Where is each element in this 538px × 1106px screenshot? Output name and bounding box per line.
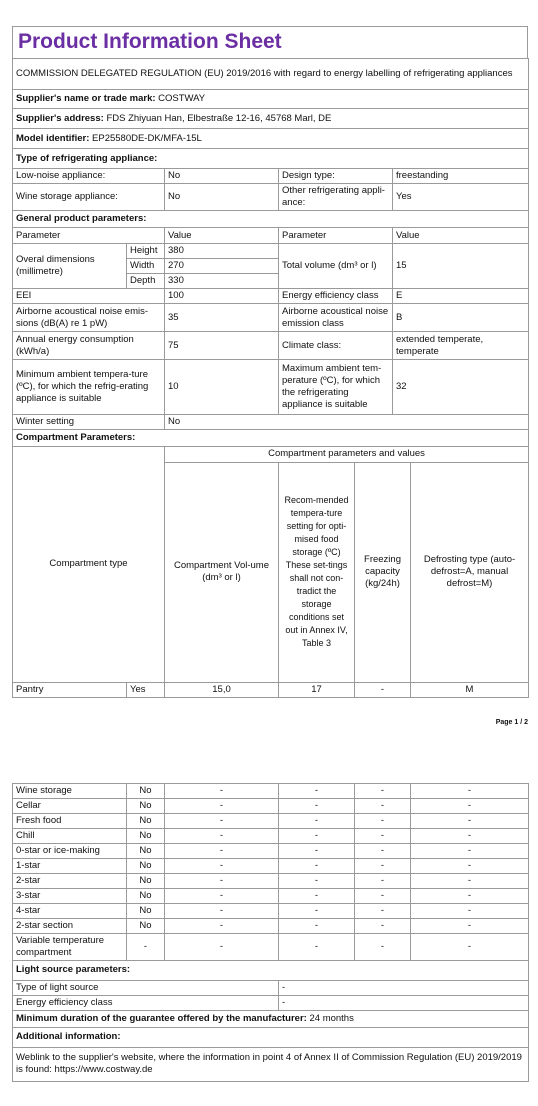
supplier-name-row bbox=[13, 90, 529, 109]
supplier-address-label: Supplier's address: bbox=[16, 112, 104, 124]
compartment-freezing: - bbox=[355, 904, 411, 919]
min-temp-label: Minimum ambient tempera-ture (ºC), for which the refrig-erating appliance is suitable bbox=[13, 360, 165, 415]
compartment-temp: - bbox=[279, 844, 355, 859]
other-appliance-label: Other refrigerating appli-ance: bbox=[279, 184, 393, 211]
design-type-value: freestanding bbox=[393, 169, 529, 184]
page-title: Product Information Sheet bbox=[12, 26, 528, 58]
table-row bbox=[13, 814, 529, 829]
page-one bbox=[12, 58, 528, 698]
table-row bbox=[13, 784, 529, 799]
eei-label: EEI bbox=[13, 289, 165, 304]
compartment-name: 0-star or ice-making bbox=[13, 844, 127, 859]
compartment-volume: - bbox=[165, 889, 279, 904]
compartment-table bbox=[12, 447, 529, 698]
compartment-volume: - bbox=[165, 844, 279, 859]
compartment-temp: - bbox=[279, 874, 355, 889]
page-number: Page 1 / 2 bbox=[495, 719, 528, 726]
compartment-temp: 17 bbox=[279, 682, 355, 697]
compartment-volume: 15,0 bbox=[165, 682, 279, 697]
compartment-freezing: - bbox=[355, 784, 411, 799]
light-class-label: Energy efficiency class bbox=[13, 995, 279, 1010]
parameter-header: Parameter bbox=[13, 228, 165, 244]
annual-energy-value: 75 bbox=[165, 332, 279, 360]
design-type-label: Design type: bbox=[279, 169, 393, 184]
energy-class-label: Energy efficiency class bbox=[279, 289, 393, 304]
noise-label: Airborne acoustical noise emis-sions (dB(A) re 1 pW) bbox=[13, 304, 165, 332]
compartment-name: Pantry bbox=[13, 682, 127, 697]
compartment-freezing: - bbox=[355, 874, 411, 889]
compartment-defrost: - bbox=[411, 799, 529, 814]
model-row bbox=[13, 129, 529, 149]
compartment-temp: - bbox=[279, 814, 355, 829]
compartment-name: 2-star section bbox=[13, 919, 127, 934]
compartment-volume: - bbox=[165, 934, 279, 961]
light-source-table bbox=[12, 961, 529, 1082]
compartment-temp: - bbox=[279, 799, 355, 814]
width-label: Width bbox=[127, 259, 165, 274]
compartment-present: No bbox=[127, 889, 165, 904]
table-row bbox=[13, 919, 529, 934]
compartment-present: - bbox=[127, 934, 165, 961]
max-temp-value: 32 bbox=[393, 360, 529, 415]
table-row bbox=[13, 682, 529, 697]
page-two bbox=[12, 783, 528, 1082]
additional-text: Weblink to the supplier's website, where the information in point 4 of Annex II of Commission Regulation (EU) 2019/2019 is found: https://www.costway.de bbox=[13, 1047, 529, 1081]
info-table bbox=[12, 58, 529, 447]
compartment-name: Wine storage bbox=[13, 784, 127, 799]
compartment-defrost: - bbox=[411, 934, 529, 961]
compartment-name: Fresh food bbox=[13, 814, 127, 829]
table-row bbox=[13, 859, 529, 874]
compartment-name: 3-star bbox=[13, 889, 127, 904]
compartment-present: No bbox=[127, 784, 165, 799]
compartment-freezing: - bbox=[355, 844, 411, 859]
compartment-temp: - bbox=[279, 784, 355, 799]
model-label: Model identifier: bbox=[16, 132, 90, 144]
compartment-temp: - bbox=[279, 919, 355, 934]
table-row bbox=[13, 904, 529, 919]
compartment-present: No bbox=[127, 919, 165, 934]
noise-value: 35 bbox=[165, 304, 279, 332]
compartment-name: Chill bbox=[13, 829, 127, 844]
compartment-present: No bbox=[127, 874, 165, 889]
compartment-defrost: - bbox=[411, 889, 529, 904]
noise-class-label: Airborne acoustical noise emission class bbox=[279, 304, 393, 332]
compartment-defrost: - bbox=[411, 874, 529, 889]
compartment-freezing: - bbox=[355, 934, 411, 961]
compartment-freezing: - bbox=[355, 814, 411, 829]
compartment-present: Yes bbox=[127, 682, 165, 697]
compartment-freezing: - bbox=[355, 889, 411, 904]
winter-setting-value: No bbox=[165, 415, 529, 430]
max-temp-label: Maximum ambient tem-perature (ºC), for which the refrigerating appliance is suitable bbox=[279, 360, 393, 415]
compartment-volume: - bbox=[165, 904, 279, 919]
min-temp-value: 10 bbox=[165, 360, 279, 415]
additional-heading: Additional information: bbox=[13, 1027, 529, 1047]
total-volume-label: Total volume (dm³ or l) bbox=[279, 244, 393, 289]
compartment-temp: - bbox=[279, 859, 355, 874]
wine-storage-label: Wine storage appliance: bbox=[13, 184, 165, 211]
compartment-name: Cellar bbox=[13, 799, 127, 814]
compartment-defrost: - bbox=[411, 784, 529, 799]
dimensions-label: Overal dimensions (millimetre) bbox=[13, 244, 127, 289]
climate-class-value: extended temperate, temperate bbox=[393, 332, 529, 360]
depth-value: 330 bbox=[165, 274, 279, 289]
low-noise-label: Low-noise appliance: bbox=[13, 169, 165, 184]
compartment-name: 4-star bbox=[13, 904, 127, 919]
compartment-present: No bbox=[127, 844, 165, 859]
compartment-present: No bbox=[127, 799, 165, 814]
height-value: 380 bbox=[165, 244, 279, 259]
energy-class-value: E bbox=[393, 289, 529, 304]
compartment-name: 2-star bbox=[13, 874, 127, 889]
compartment-freezing: - bbox=[355, 799, 411, 814]
noise-class-value: B bbox=[393, 304, 529, 332]
table-row bbox=[13, 874, 529, 889]
supplier-address-value: FDS Zhiyuan Han, Elbestraße 12-16, 45768 Marl, DE bbox=[106, 112, 332, 124]
compartment-present: No bbox=[127, 859, 165, 874]
compartment-temp: - bbox=[279, 829, 355, 844]
compartment-name: Variable temperature compartment bbox=[13, 934, 127, 961]
width-value: 270 bbox=[165, 259, 279, 274]
compartment-freezing: - bbox=[355, 682, 411, 697]
compartment-volume: - bbox=[165, 799, 279, 814]
compartment-temp: - bbox=[279, 889, 355, 904]
compartment-group-header: Compartment parameters and values bbox=[165, 447, 529, 462]
annual-energy-label: Annual energy consumption (kWh/a) bbox=[13, 332, 165, 360]
general-heading: General product parameters: bbox=[13, 211, 529, 228]
guarantee-value: 24 months bbox=[309, 1012, 354, 1024]
table-row bbox=[13, 934, 529, 961]
compartment-heading: Compartment Parameters: bbox=[13, 430, 529, 447]
compartment-temp: - bbox=[279, 934, 355, 961]
eei-value: 100 bbox=[165, 289, 279, 304]
supplier-address-row bbox=[13, 109, 529, 129]
supplier-name-label: Supplier's name or trade mark: bbox=[16, 93, 156, 104]
defrosting-type-header: Defrosting type (auto-defrost=A, manual defrost=M) bbox=[411, 462, 529, 682]
compartment-defrost: - bbox=[411, 859, 529, 874]
light-type-label: Type of light source bbox=[13, 980, 279, 995]
compartment-present: No bbox=[127, 814, 165, 829]
climate-class-label: Climate class: bbox=[279, 332, 393, 360]
compartment-temp: - bbox=[279, 904, 355, 919]
compartment-table-continued bbox=[12, 783, 529, 961]
compartment-defrost: - bbox=[411, 829, 529, 844]
compartment-volume: - bbox=[165, 919, 279, 934]
other-appliance-value: Yes bbox=[393, 184, 529, 211]
table-row bbox=[13, 829, 529, 844]
value-header-2: Value bbox=[393, 228, 529, 244]
compartment-defrost: - bbox=[411, 814, 529, 829]
light-class-value: - bbox=[279, 995, 529, 1010]
compartment-volume: - bbox=[165, 814, 279, 829]
compartment-freezing: - bbox=[355, 919, 411, 934]
depth-label: Depth bbox=[127, 274, 165, 289]
table-row bbox=[13, 889, 529, 904]
compartment-volume: - bbox=[165, 859, 279, 874]
recommended-temp-header: Recom-mended tempera-ture setting for opti-mised food storage (ºC) These set-tings shall not con-tradict the storage conditions set out in Annex IV, Table 3 bbox=[279, 462, 355, 682]
height-label: Height bbox=[127, 244, 165, 259]
winter-setting-label: Winter setting bbox=[13, 415, 165, 430]
compartment-defrost: - bbox=[411, 904, 529, 919]
regulation-text: COMMISSION DELEGATED REGULATION (EU) 2019/2016 with regard to energy labelling of refrigerating appliances bbox=[13, 59, 529, 90]
guarantee-label: Minimum duration of the guarantee offered by the manufacturer: bbox=[16, 1012, 307, 1024]
compartment-volume: - bbox=[165, 829, 279, 844]
low-noise-value: No bbox=[165, 169, 279, 184]
compartment-volume-header: Compartment Vol-ume (dm³ or l) bbox=[165, 462, 279, 682]
guarantee-row bbox=[13, 1010, 529, 1027]
parameter-header-2: Parameter bbox=[279, 228, 393, 244]
compartment-freezing: - bbox=[355, 829, 411, 844]
table-row bbox=[13, 799, 529, 814]
supplier-name-value: COSTWAY bbox=[158, 93, 206, 104]
compartment-defrost: M bbox=[411, 682, 529, 697]
light-type-value: - bbox=[279, 980, 529, 995]
wine-storage-value: No bbox=[165, 184, 279, 211]
value-header: Value bbox=[165, 228, 279, 244]
light-source-heading: Light source parameters: bbox=[13, 961, 529, 980]
compartment-present: No bbox=[127, 829, 165, 844]
compartment-volume: - bbox=[165, 784, 279, 799]
compartment-volume: - bbox=[165, 874, 279, 889]
compartment-type-header: Compartment type bbox=[13, 447, 165, 682]
compartment-name: 1-star bbox=[13, 859, 127, 874]
table-row bbox=[13, 844, 529, 859]
compartment-freezing: - bbox=[355, 859, 411, 874]
compartment-defrost: - bbox=[411, 919, 529, 934]
total-volume-value: 15 bbox=[393, 244, 529, 289]
compartment-defrost: - bbox=[411, 844, 529, 859]
freezing-capacity-header: Freezing capacity (kg/24h) bbox=[355, 462, 411, 682]
model-value: EP25580DE-DK/MFA-15L bbox=[92, 132, 202, 144]
compartment-present: No bbox=[127, 904, 165, 919]
type-heading: Type of refrigerating appliance: bbox=[13, 149, 529, 169]
